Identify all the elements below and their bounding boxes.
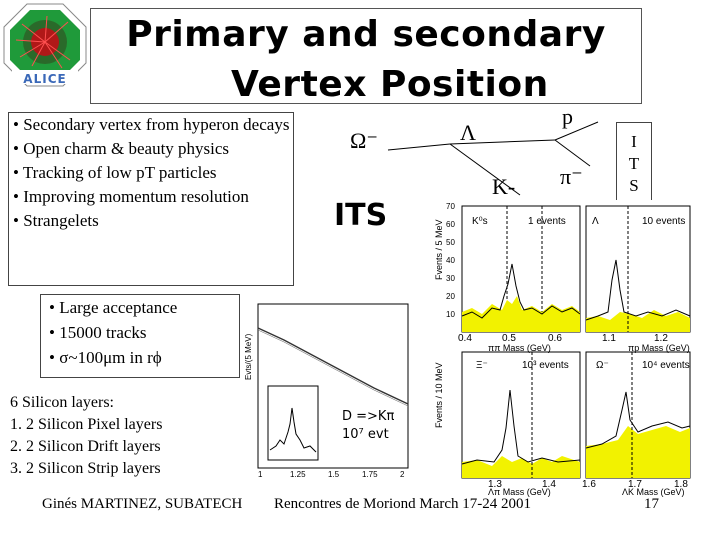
its-letter: T xyxy=(628,154,640,173)
omega-events-label: 10⁴ events xyxy=(642,360,690,371)
omega-particle-label: Ω⁻ xyxy=(596,360,609,371)
x-axis-label: ΛK Mass (GeV) xyxy=(622,487,685,497)
x-tick-label: 1 xyxy=(258,470,263,479)
xi-events-label: 10³ events xyxy=(522,360,569,371)
x-tick-label: 1.4 xyxy=(542,479,556,490)
list-item: • Tracking of low pT particles xyxy=(13,163,217,182)
acceptance-box xyxy=(40,294,240,378)
y-tick-label: 50 xyxy=(446,238,455,247)
x-tick-label: 1.6 xyxy=(582,479,596,490)
ks-events-label: 1 events xyxy=(528,216,566,227)
y-tick-label: 10 xyxy=(446,310,455,319)
its-letter: I xyxy=(631,132,637,151)
x-tick-label: 1.8 xyxy=(674,479,688,490)
list-item: 1. 2 Silicon Pixel layers xyxy=(10,416,163,433)
x-axis-label: πp Mass (GeV) xyxy=(628,343,690,353)
y-tick-label: 60 xyxy=(446,220,455,229)
feature-bullet-list xyxy=(8,112,294,286)
lambda-label: Λ xyxy=(460,120,476,145)
ks-particle-label: K⁰s xyxy=(472,216,488,227)
x-tick-label: 1.2 xyxy=(654,333,668,344)
alice-logo xyxy=(2,2,88,88)
list-item: • Strangelets xyxy=(13,211,99,230)
silicon-layers-heading: 6 Silicon layers: xyxy=(10,394,114,411)
x-tick-label: 1.7 xyxy=(628,479,642,490)
page-title-line2: Vertex Position xyxy=(231,64,549,105)
d-meson-plot xyxy=(244,300,414,490)
list-item: • σ~100μm in rϕ xyxy=(49,348,162,367)
y-axis-label: Evts/(5 MeV) xyxy=(244,333,253,380)
xi-particle-label: Ξ⁻ xyxy=(476,360,488,371)
lambda-events-label: 10 events xyxy=(642,216,686,227)
page-title-line1: Primary and secondary xyxy=(126,14,606,55)
footer-conference: Rencontres de Moriond March 17-24 2001 xyxy=(274,496,532,512)
y-tick-label: 20 xyxy=(446,292,455,301)
x-tick-label: 1.1 xyxy=(602,333,616,344)
x-tick-label: 0.6 xyxy=(548,333,562,344)
list-item: • Improving momentum resolution xyxy=(13,187,249,206)
y-tick-label: 30 xyxy=(446,274,455,283)
omega-label: Ω⁻ xyxy=(350,128,378,153)
x-tick-label: 2 xyxy=(400,470,405,479)
its-letter: S xyxy=(629,176,639,195)
its-label: ITS xyxy=(334,198,388,233)
list-item: 3. 2 Silicon Strip layers xyxy=(10,460,161,477)
pion-label: π⁻ xyxy=(560,164,583,189)
x-tick-label: 0.4 xyxy=(458,333,472,344)
title-box xyxy=(90,8,642,104)
y-axis-label: Fvents / 5 MeV xyxy=(434,219,444,280)
lambda-particle-label: Λ xyxy=(592,216,599,227)
kaon-label: K- xyxy=(492,174,516,199)
mass-plots xyxy=(432,200,694,496)
list-item: • Large acceptance xyxy=(49,298,178,317)
x-tick-label: 1.5 xyxy=(328,470,340,479)
alice-logo-text: ALICE xyxy=(23,72,67,86)
y-tick-label: 40 xyxy=(446,256,455,265)
page-number: 17 xyxy=(644,496,659,512)
d-meson-annotation xyxy=(342,408,394,444)
footer-author: Ginés MARTINEZ, SUBATECH xyxy=(42,496,243,512)
d-meson-decay-label: D =>Kπ xyxy=(342,409,395,424)
d-meson-events-label: 10⁷ evt xyxy=(342,427,389,442)
list-item: • 15000 tracks xyxy=(49,323,147,342)
y-axis-label: Fvents / 10 MeV xyxy=(434,362,444,428)
proton-label: p xyxy=(562,104,573,129)
x-axis-label: Λπ Mass (GeV) xyxy=(488,487,551,497)
x-tick-label: 1.3 xyxy=(488,479,502,490)
x-tick-label: 1.75 xyxy=(362,470,378,479)
list-item: • Open charm & beauty physics xyxy=(13,139,230,158)
list-item: • Secondary vertex from hyperon decays xyxy=(13,115,290,134)
its-vertical-box xyxy=(616,122,652,206)
y-tick-label: 70 xyxy=(446,202,455,211)
x-tick-label: 0.5 xyxy=(502,333,516,344)
x-tick-label: 1.25 xyxy=(290,470,306,479)
silicon-layers-list xyxy=(10,392,240,492)
x-axis-label: ππ Mass (GeV) xyxy=(488,343,551,353)
list-item: 2. 2 Silicon Drift layers xyxy=(10,438,161,455)
